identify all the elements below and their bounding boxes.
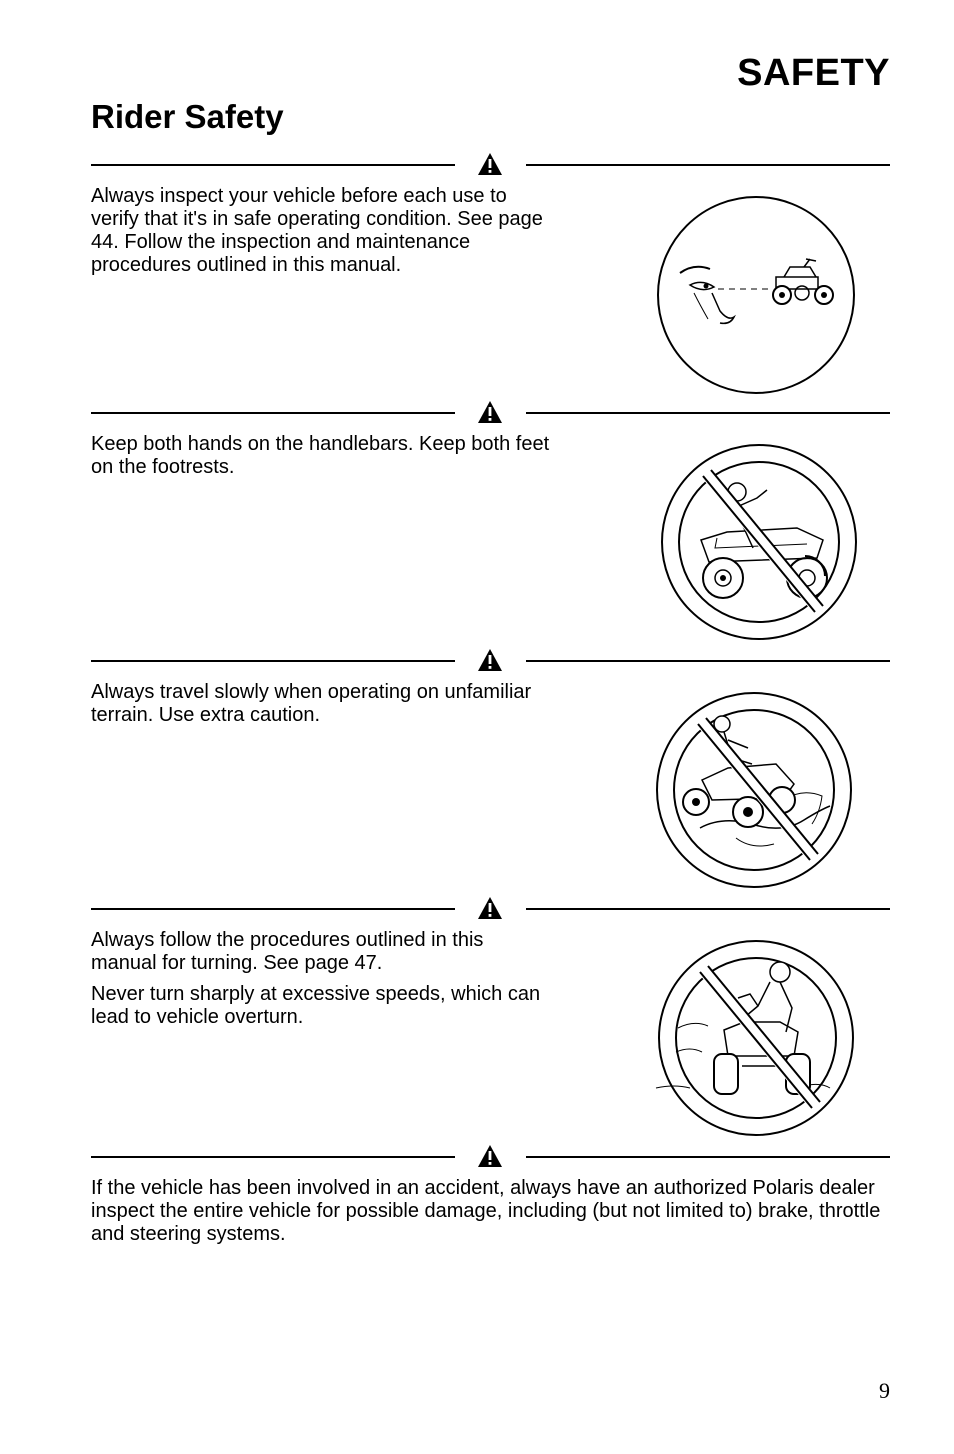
warning-triangle-icon — [477, 152, 503, 176]
divider-line — [91, 908, 455, 910]
warning-paragraph: Always inspect your vehicle before each use to verify that it's in safe operating condition. See page 44. Follow the inspection and maintenance procedures outlined in this manual. — [91, 185, 543, 276]
divider-line — [526, 1156, 890, 1158]
page-heading: Rider Safety — [91, 98, 284, 135]
warning-paragraph: Never turn sharply at excessive speeds, which can lead to vehicle overturn. — [91, 983, 541, 1028]
warning-triangle-icon — [477, 896, 503, 920]
divider-line — [526, 412, 890, 414]
warning-paragraph: Keep both hands on the handlebars. Keep both feet on the footrests. — [91, 433, 550, 478]
warning-triangle-icon — [477, 648, 503, 672]
warning-paragraph: Always follow the procedures outlined in this manual for turning. See page 47. — [91, 929, 484, 974]
divider-line — [526, 660, 890, 662]
divider-line — [91, 164, 455, 166]
warning-paragraph: If the vehicle has been involved in an accident, always have an authorized Polaris dealer inspect the entire vehicle for possible damage, including (but not limited to) brake, throttle and steering systems. — [91, 1177, 881, 1245]
warning-divider — [91, 400, 890, 426]
warning-paragraph: Always travel slowly when operating on unfamiliar terrain. Use extra caution. — [91, 681, 532, 726]
divider-line — [526, 164, 890, 166]
no-fast-unfamiliar-terrain-icon — [652, 688, 856, 892]
divider-line — [91, 412, 455, 414]
warning-text — [91, 681, 551, 735]
no-sharp-turn-icon — [654, 936, 858, 1140]
warning-text — [91, 1177, 891, 1254]
divider-line — [91, 1156, 455, 1158]
eye-inspecting-atv-icon — [654, 193, 858, 397]
divider-line — [526, 908, 890, 910]
warning-triangle-icon — [477, 1144, 503, 1168]
warning-triangle-icon — [477, 400, 503, 424]
warning-divider — [91, 648, 890, 674]
no-one-handed-riding-icon — [657, 440, 861, 644]
warning-text — [91, 929, 551, 1037]
warning-text — [91, 433, 551, 487]
page-number: 9 — [879, 1378, 890, 1403]
warning-divider — [91, 152, 890, 178]
section-title: SAFETY — [737, 52, 890, 94]
warning-divider — [91, 896, 890, 922]
warning-divider — [91, 1144, 890, 1170]
warning-text — [91, 185, 551, 285]
divider-line — [91, 660, 455, 662]
